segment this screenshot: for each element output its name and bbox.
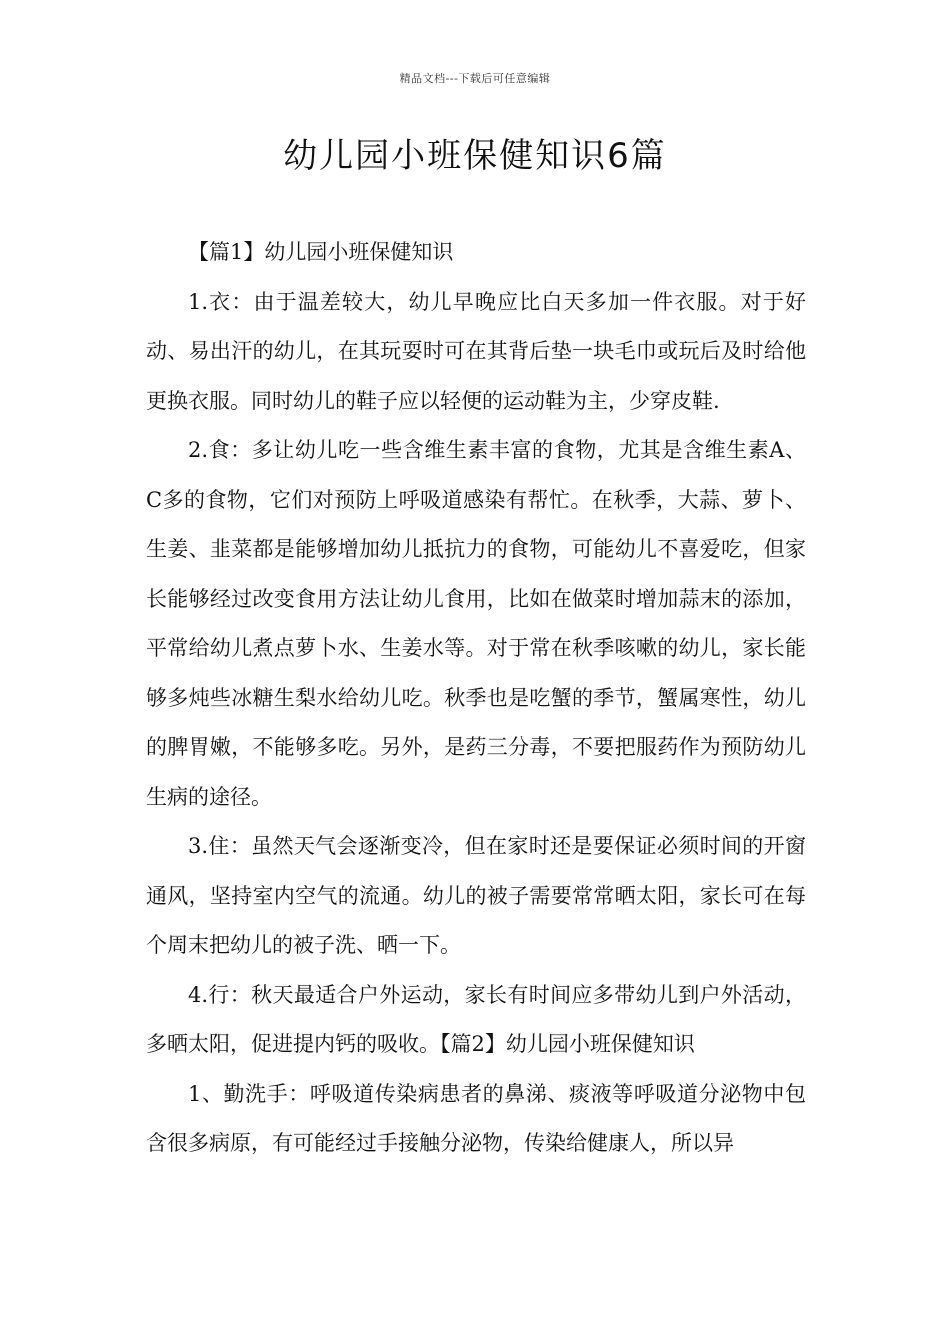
body-paragraph: 4.行：秋天最适合户外运动，家长有时间应多带幼儿到户外活动，多晒太阳，促进提内钙的吸收。【篇2】幼儿园小班保健知识 xyxy=(146,982,806,1056)
body-paragraph: 1.衣：由于温差较大，幼儿早晚应比白天多加一件衣服。对于好动、易出汗的幼儿，在其玩耍时可在其背后垫一块毛巾或玩后及时给他更换衣服。同时幼儿的鞋子应以轻便的运动鞋为主，少穿皮鞋. xyxy=(146,289,806,413)
document-body xyxy=(146,228,806,1169)
body-paragraph: 2.食：多让幼儿吃一些含维生素丰富的食物，尤其是含维生素A、C多的食物，它们对预防上呼吸道感染有帮忙。在秋季，大蒜、萝卜、生姜、韭菜都是能够增加幼儿抵抗力的食物，可能幼儿不喜爱吃，但家长能够经过改变食用方法让幼儿食用，比如在做菜时增加蒜末的添加，平常给幼儿煮点萝卜水、生姜水等。对于常在秋季咳嗽的幼儿，家长能够多炖些冰糖生梨水给幼儿吃。秋季也是吃蟹的季节，蟹属寒性，幼儿的脾胃嫩，不能够多吃。另外，是药三分毒，不要把服药作为预防幼儿生病的途径。 xyxy=(146,438,806,809)
section-heading: 【篇1】幼儿园小班保健知识 xyxy=(188,240,454,264)
page-title: 幼儿园小班保健知识6篇 xyxy=(283,136,667,176)
body-paragraph: 3.住：虽然天气会逐渐变冷，但在家时还是要保证必须时间的开窗通风，坚持室内空气的流通。幼儿的被子需要常常晒太阳，家长可在每个周末把幼儿的被子洗、晒一下。 xyxy=(146,834,806,957)
body-paragraph: 1、勤洗手：呼吸道传染病患者的鼻涕、痰液等呼吸道分泌物中包含很多病原，有可能经过手接触分泌物，传染给健康人，所以异 xyxy=(146,1081,806,1155)
header-note: 精品文档---下载后可任意编辑 xyxy=(399,72,551,85)
